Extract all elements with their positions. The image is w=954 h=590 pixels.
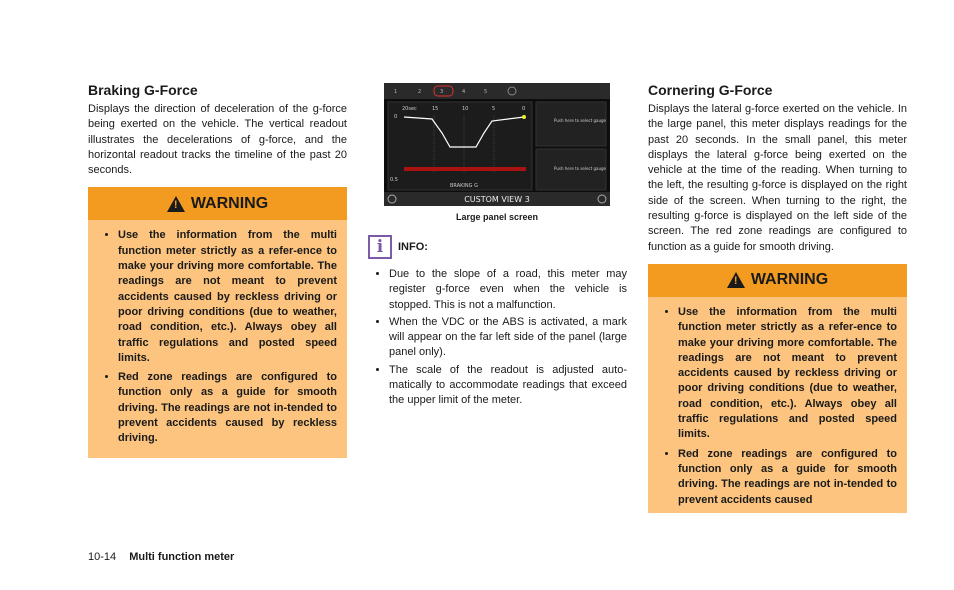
warning-list — [88, 220, 347, 457]
warning-item: • Use the information from the multi function meter strictly as a refer-ence to make your driving more comfortable. The readings are not meant to prevent accidents caused by reckless driving or poor driving conditions (due to weather, road condition, etc.). Always obey all traffic regulations and posted speed limits. — [678, 305, 897, 443]
page-footer — [88, 551, 234, 563]
warning-list — [648, 297, 907, 513]
push-select-top: Push here to select gauge — [554, 118, 607, 123]
tick-label: 20sec — [402, 106, 417, 112]
screen-tab: 1 — [394, 89, 398, 95]
page-number: 10-14 — [88, 551, 117, 563]
screen-graphic — [384, 83, 610, 206]
warning-header — [648, 264, 907, 297]
view-label: CUSTOM VIEW 3 — [464, 195, 530, 204]
cornering-body: Displays the lateral g-force exerted on the vehicle. In the large panel, this meter displays readings for the past 20 seconds. In the small panel, this meter displays the lateral g-force being exerted on the vehicle at the time of the reading. When turning to the left, the resulting g-force is displayed on the right side of the screen. When turning to the right, the resulting g-force is displayed on the left side of the screen. The red zone readings are configured to function as a guide for smooth driving. — [648, 103, 907, 253]
warning-header — [88, 187, 347, 220]
screen-tab: 2 — [418, 89, 422, 95]
braking-body: Displays the direction of deceleration of the g-force being exerted on the vehicle. The vertical readout illustrates the decelerations of g-force, and the horizontal readout tracks the timeline of the past 20 seconds. — [88, 103, 347, 177]
y-label-top: 0 — [394, 114, 398, 120]
push-select-bottom: Push here to select gauge — [554, 166, 607, 171]
cornering-heading: Cornering G-Force — [648, 82, 773, 98]
warning-box-cornering — [648, 264, 907, 513]
tick-label: 15 — [432, 106, 439, 112]
y-label-bottom: 0.5 — [390, 177, 398, 183]
warning-title: WARNING — [750, 271, 829, 289]
gauge-label: BRAKING G — [450, 183, 478, 189]
tick-label: 5 — [492, 106, 496, 112]
warning-title: WARNING — [190, 194, 269, 212]
warning-item: • Red zone readings are configured to function only as a guide for smooth driving. The readings are not in-tended to prevent accidents caused — [678, 447, 897, 508]
info-label: INFO: — [398, 241, 428, 253]
braking-heading: Braking G-Force — [88, 82, 198, 98]
tick-label: 0 — [522, 106, 526, 112]
warning-icon: ! — [167, 196, 185, 212]
warning-item: • Use the information from the multi function meter strictly as a refer-ence to make your driving more comfortable. The readings are not meant to prevent accidents caused by reckless driving or poor driving conditions (due to weather, road condition, etc.). Always obey all traffic regulations and posted speed limits. — [118, 228, 337, 366]
screen-tab: 4 — [462, 89, 466, 95]
info-list — [368, 267, 627, 409]
screen-tab: 5 — [484, 89, 488, 95]
info-item: • The scale of the readout is adjusted auto-matically to accommodate readings that exceed the upper limit of the meter. — [389, 363, 627, 409]
tick-label: 10 — [462, 106, 469, 112]
info-item: • When the VDC or the ABS is activated, a mark will appear on the far left side of the panel (large panel only). — [389, 315, 627, 361]
warning-item: • Red zone readings are configured to function only as a guide for smooth driving. The readings are not in-tended to prevent accidents caused by reckless driving. — [118, 370, 337, 446]
column-braking — [88, 82, 347, 458]
section-title: Multi function meter — [129, 551, 235, 563]
column-cornering — [648, 82, 907, 513]
column-middle — [368, 83, 627, 411]
warning-box-braking — [88, 187, 347, 457]
info-header — [368, 235, 627, 259]
info-icon: i — [368, 235, 392, 259]
warning-icon: ! — [727, 272, 745, 288]
screen-caption: Large panel screen — [455, 212, 539, 222]
screen-tab-active: 3 — [440, 89, 444, 95]
info-item: • Due to the slope of a road, this meter may register g-force even when the vehicle is stopped. This is not a malfunction. — [389, 267, 627, 313]
large-panel-screen — [384, 83, 610, 206]
